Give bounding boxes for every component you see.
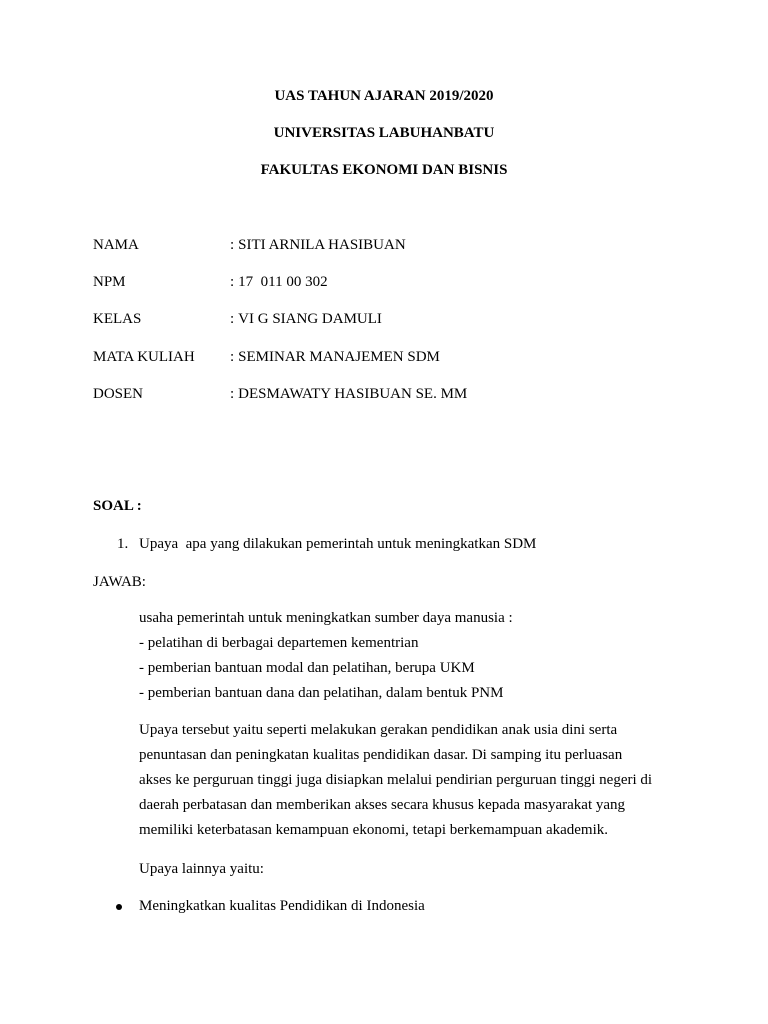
paragraph-line: penuntasan dan peningkatan kualitas pendidikan dasar. Di samping itu perluasan xyxy=(139,747,623,763)
answer-list xyxy=(139,606,679,706)
identity-row-kelas xyxy=(93,311,693,331)
answer-list-item: - pelatihan di berbagai departemen kementrian xyxy=(139,635,419,651)
identity-row-mata-kuliah xyxy=(93,349,693,369)
answer-list-item: - pemberian bantuan modal dan pelatihan, berupa UKM xyxy=(139,660,475,676)
question-text: Upaya apa yang dilakukan pemerintah untuk meningkatkan SDM xyxy=(139,536,537,552)
paragraph-line: Upaya tersebut yaitu seperti melakukan gerakan pendidikan anak usia dini serta xyxy=(139,722,618,738)
paragraph-line: memiliki keterbatasan kemampuan ekonomi, tetapi berkemampuan akademik. xyxy=(139,822,609,838)
exam-title: UAS TAHUN AJARAN 2019/2020 xyxy=(274,88,494,104)
identity-value xyxy=(230,237,406,254)
identity-value xyxy=(230,274,328,291)
identity-row-npm xyxy=(93,274,693,294)
identity-row-nama xyxy=(93,237,693,257)
identity-separator: : xyxy=(230,311,235,327)
paragraph-line: akses ke perguruan tinggi juga disiapkan melalui pendirian perguruan tinggi negeri di xyxy=(139,772,653,788)
jawab-heading: JAWAB: xyxy=(93,574,146,590)
other-efforts-text: Upaya lainnya yaitu: xyxy=(139,861,264,877)
identity-label: NAMA xyxy=(93,237,139,253)
identity-value-text: 17 011 00 302 xyxy=(238,274,328,290)
identity-label: DOSEN xyxy=(93,386,144,402)
identity-separator: : xyxy=(230,349,235,365)
identity-value xyxy=(230,386,467,403)
answer-paragraph xyxy=(139,718,679,843)
identity-separator: : xyxy=(230,386,235,402)
identity-separator: : xyxy=(230,237,235,253)
university-name: UNIVERSITAS LABUHANBATU xyxy=(273,125,495,141)
bullet-item-text: Meningkatkan kualitas Pendidikan di Indonesia xyxy=(139,898,425,914)
identity-separator: : xyxy=(230,274,235,290)
bullet-icon xyxy=(116,904,122,910)
identity-value-text: SEMINAR MANAJEMEN SDM xyxy=(238,349,440,365)
identity-value-text: VI G SIANG DAMULI xyxy=(238,311,382,327)
answer-list-item: - pemberian bantuan dana dan pelatihan, dalam bentuk PNM xyxy=(139,685,504,701)
identity-row-dosen xyxy=(93,386,693,406)
identity-value-text: DESMAWATY HASIBUAN SE. MM xyxy=(238,386,468,402)
identity-value-text: SITI ARNILA HASIBUAN xyxy=(238,237,406,253)
identity-value xyxy=(230,349,440,366)
paragraph-line: daerah perbatasan dan memberikan akses secara khusus kepada masyarakat yang xyxy=(139,797,626,813)
answer-intro: usaha pemerintah untuk meningkatkan sumber daya manusia : xyxy=(139,610,513,626)
question-number: 1. xyxy=(117,536,129,552)
soal-heading: SOAL : xyxy=(93,498,142,514)
identity-label: KELAS xyxy=(93,311,142,327)
identity-label: NPM xyxy=(93,274,126,290)
identity-label: MATA KULIAH xyxy=(93,349,195,365)
faculty-name: FAKULTAS EKONOMI DAN BISNIS xyxy=(260,162,508,178)
identity-value xyxy=(230,311,382,328)
